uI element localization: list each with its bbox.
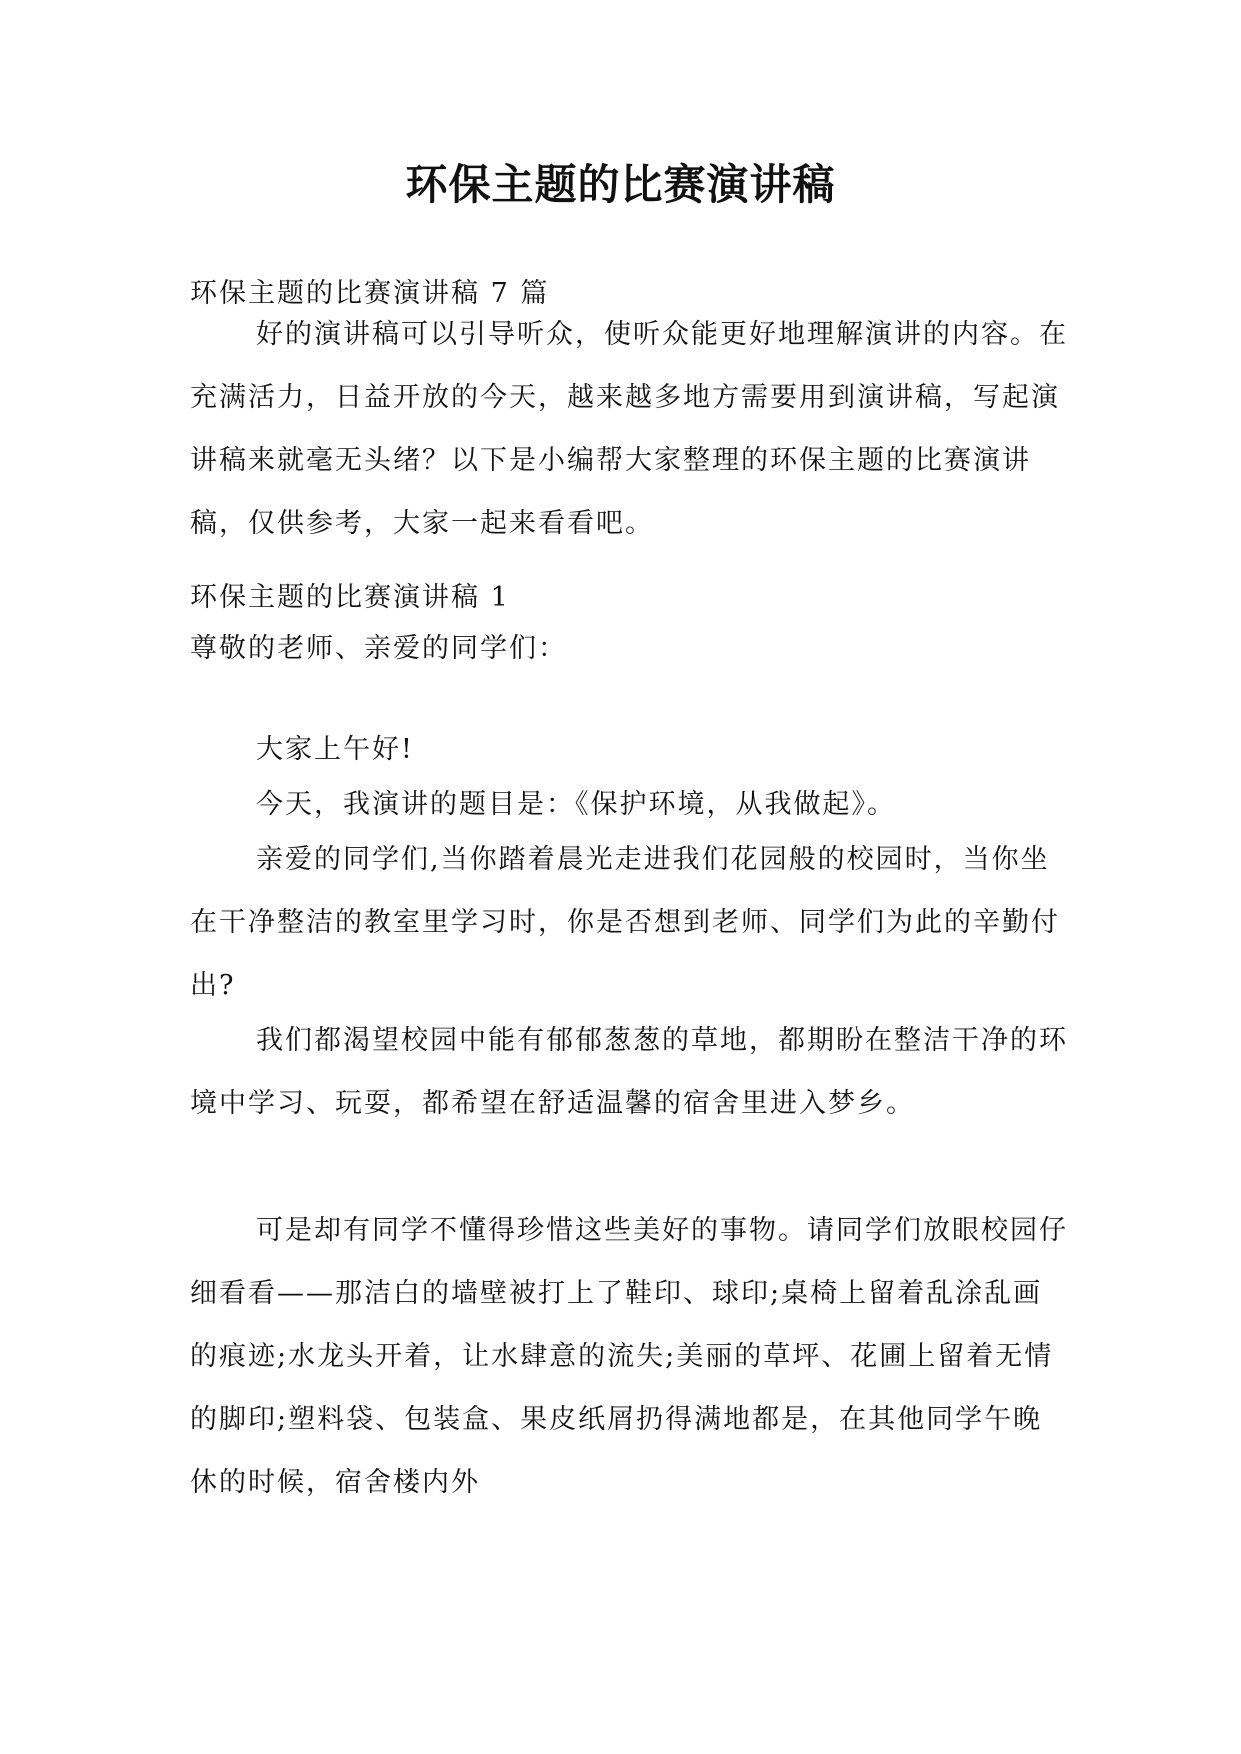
body-paragraph: 亲爱的同学们,当你踏着晨光走进我们花园般的校园时，当你坐在干净整洁的教室里学习时，你是否想到老师、同学们为此的辛勤付出? <box>190 844 1060 1001</box>
body-paragraph: 可是却有同学不懂得珍惜这些美好的事物。请同学们放眼校园仔细看看——那洁白的墙壁被打上了鞋印、球印;桌椅上留着乱涂乱画的痕迹;水龙头开着，让水肆意的流失;美丽的草坪、花圃上留着无情的脚印;塑料袋、包装盒、果皮纸屑扔得满地都是，在其他同学午晚休的时候，宿舍楼内外 <box>190 1215 1068 1498</box>
body-paragraph: 今天，我演讲的题目是：《保护环境，从我做起》。 <box>256 789 896 820</box>
body-paragraph: 我们都渴望校园中能有郁郁葱葱的草地，都期盼在整洁干净的环境中学习、玩耍，都希望在舒适温馨的宿舍里进入梦乡。 <box>190 1025 1068 1119</box>
document-subtitle: 环保主题的比赛演讲稿 7 篇 <box>190 278 550 309</box>
body-paragraph: 大家上午好! <box>256 734 414 765</box>
salutation: 尊敬的老师、亲爱的同学们： <box>190 633 567 664</box>
intro-paragraph: 好的演讲稿可以引导听众，使听众能更好地理解演讲的内容。在充满活力，日益开放的今天，越来越多地方需要用到演讲稿，写起演讲稿来就毫无头绪？以下是小编帮大家整理的环保主题的比赛演讲稿，仅供参考，大家一起来看看吧。 <box>190 319 1068 539</box>
section-heading: 环保主题的比赛演讲稿 1 <box>190 582 510 613</box>
document-title: 环保主题的比赛演讲稿 <box>405 160 836 209</box>
